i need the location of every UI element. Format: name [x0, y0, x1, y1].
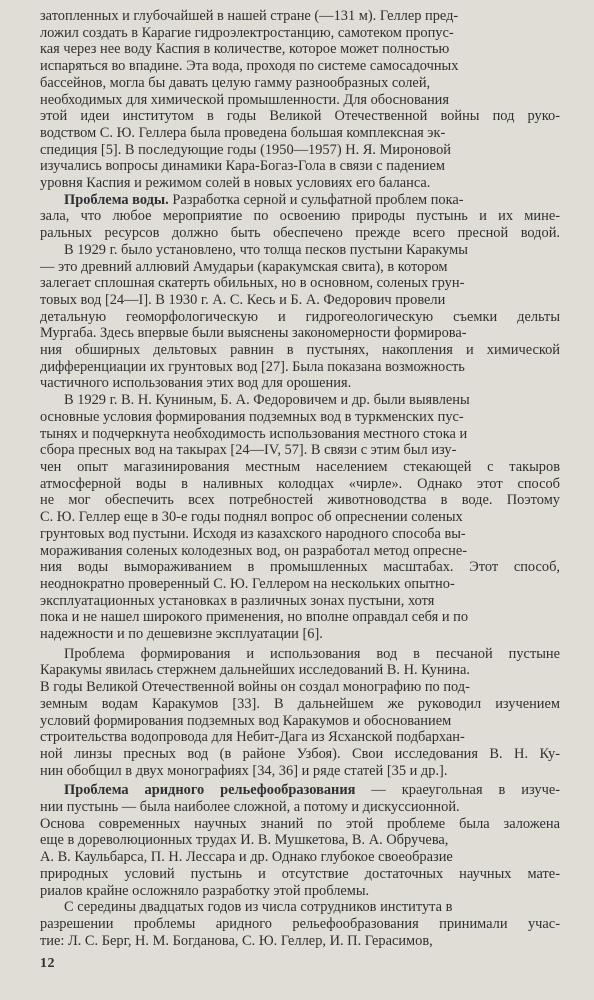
text-line: надежности и по дешевизне эксплуатации [6]. [40, 626, 323, 643]
section-heading-arid-relief: Проблема аридного рельефообразования [64, 782, 356, 799]
text-fragment: Разработка серной и сульфатной проблем пока- [168, 191, 464, 208]
text-line: затопленных и глубочайшей в нашей стране (—131 м). Геллер пред- [40, 8, 459, 24]
text-line: С. Ю. Геллер еще в 30-е годы поднял вопрос об опреснении соленых [40, 509, 463, 526]
text-line: основные условия формирования подземных вод в туркменских пус- [40, 408, 464, 425]
text-line: дифференциации их грунтовых вод [27]. Была показана возможность [40, 358, 465, 375]
text-line: мораживания соленых колодезных вод, он разработал метод опресне- [40, 542, 468, 559]
text-line: изучались вопросы динамики Кара-Богаз-Гола в связи с падением [40, 158, 445, 175]
text-line: А. В. Каульбарса, П. Н. Лессара и др. Однако глубокое своеобразие [40, 849, 453, 866]
text-line: испаряться во впадине. Эта вода, проходя по системе самосадочных [40, 58, 459, 75]
text-line: ной линзы пресных вод (в районе Узбоя). Свои исследования В. Н. Ку- [40, 745, 560, 762]
text-line: земным водам Каракумов [33]. В дальнейшем же руководил изучением [40, 695, 560, 712]
text-line: неоднократно проверенный С. Ю. Геллером на нескольких опытно- [40, 575, 455, 592]
text-line: Мургаба. Здесь впервые были выяснены закономерности формирова- [40, 325, 467, 342]
text-line: кая через нее воду Каспия в количестве, которое может полностью [40, 41, 450, 58]
text-line: Основа современных научных знаний по этой проблеме была заложена [40, 815, 560, 832]
text-fragment: — краеугольная в изуче- [355, 782, 560, 799]
text-line: условий формирования подземных вод Каракумов и обоснованием [40, 712, 452, 729]
text-line: грунтовых вод пустыни. Исходя из казахского народного способа вы- [40, 525, 466, 542]
paragraph-kunin-fedorovich [40, 392, 560, 643]
text-line: риалов крайне осложняло разработку этой проблемы. [40, 882, 370, 899]
text-line: ния обширных дельтовых равнин в пустынях, накопления и химической [40, 342, 560, 359]
text-line: водством С. Ю. Геллера была проведена большая комплексная эк- [40, 124, 446, 141]
text-line: тынях и подчеркнута необходимость использования местного стока и [40, 425, 468, 442]
text-line: атмосферной воды в наливных колодцах «чирле». Однако этот способ [40, 475, 560, 492]
paragraph-kara-bogaz [40, 8, 560, 192]
text-line: ложил создать в Карагие гидроэлектростанцию, самотеком пропус- [40, 24, 454, 41]
paragraph-kunin-karakum [40, 646, 560, 780]
text-line: эксплуатационных установках в различных зонах пустыни, хотя [40, 592, 435, 609]
text-line: В годы Великой Отечественной войны он создал монографию по под- [40, 679, 470, 696]
text-line: не мог обеспечить всех потребностей животноводства в воде. Поэтому [40, 492, 560, 509]
paragraph-karakum-1929 [40, 242, 560, 392]
text-line: уровня Каспия и режимом солей в новых условиях его баланса. [40, 175, 431, 192]
text-line: бассейнов, могла бы давать целую гамму разнообразных солей, [40, 74, 431, 91]
text-line: Каракумы явилась стержнем дальнейших исследований В. Н. Кунина. [40, 662, 470, 679]
text-line: залегает сплошная скатерть обильных, но в основном, соленых грун- [40, 275, 465, 292]
text-line: С середины двадцатых годов из числа сотрудников института в [64, 899, 453, 916]
text-line: сбора пресных вод на такырах [24—IV, 57]. В связи с этим был изу- [40, 442, 457, 459]
text-line: пока и не нашел широкого применения, но вполне оправдал себя и по [40, 609, 469, 626]
text-line: тие: Л. С. Берг, Н. М. Богданова, С. Ю. Геллер, И. П. Герасимов, [40, 932, 433, 949]
text-line: частичного использования этих вод для орошения. [40, 375, 352, 392]
text-line: зала, что любое мероприятие по освоению природы пустынь и их мине- [40, 208, 560, 225]
text-line: еще в дореволюционных трудах И. В. Мушкетова, В. А. Обручева, [40, 832, 449, 849]
text-line: Проблема формирования и использования вод в песчаной пустыне [64, 645, 560, 662]
text-line: ния воды вымораживанием в промышленных масштабах. Этот способ, [40, 559, 560, 576]
text-line: В 1929 г. было установлено, что толща песков пустыни Каракумы [64, 241, 468, 258]
text-line: нин обобщил в двух монографиях [34, 36] и ряде статей [35 и др.]. [40, 762, 448, 779]
text-line: — это древний аллювий Амударьи (каракумская свита), в котором [40, 258, 448, 275]
paragraph-water-problem [40, 192, 560, 242]
text-line [40, 192, 560, 209]
text-line: разрешении проблемы аридного рельефообразования принимали учас- [40, 915, 560, 932]
text-line: детальную геоморфологическую и гидрогеологическую съемки дельты [40, 308, 560, 325]
text-line: нии пустынь — была наиболее сложной, а потому и дискуссионной. [40, 799, 460, 816]
text-line: природных условий пустынь и отсутствие достаточных научных мате- [40, 865, 560, 882]
page-number: 12 [40, 956, 55, 971]
text-line: товых вод [24—I]. В 1930 г. А. С. Кесь и Б. А. Федорович провели [40, 291, 446, 308]
paragraph-arid-relief [40, 782, 560, 899]
text-line: этой идеи институтом в годы Великой Отечественной войны под руко- [40, 108, 560, 125]
text-line: чен опыт магазинирования местным населением стекающей с такыров [40, 458, 560, 475]
text-line: строительства водопровода для Небит-Дага из Ясханской подбархан- [40, 729, 465, 746]
text-line: ральных ресурсов должно быть обеспечено прежде всего пресной водой. [40, 225, 560, 242]
text-line [40, 782, 560, 799]
text-line: спедиция [5]. В последующие годы (1950—1957) Н. Я. Мироновой [40, 141, 451, 158]
section-heading-water: Проблема воды. [64, 191, 169, 208]
text-line: необходимых для химической промышленности. Для обоснования [40, 91, 449, 108]
text-line: В 1929 г. В. Н. Куниным, Б. А. Федоровичем и др. были выявлены [64, 392, 470, 409]
paragraph-since-twenties [40, 899, 560, 949]
